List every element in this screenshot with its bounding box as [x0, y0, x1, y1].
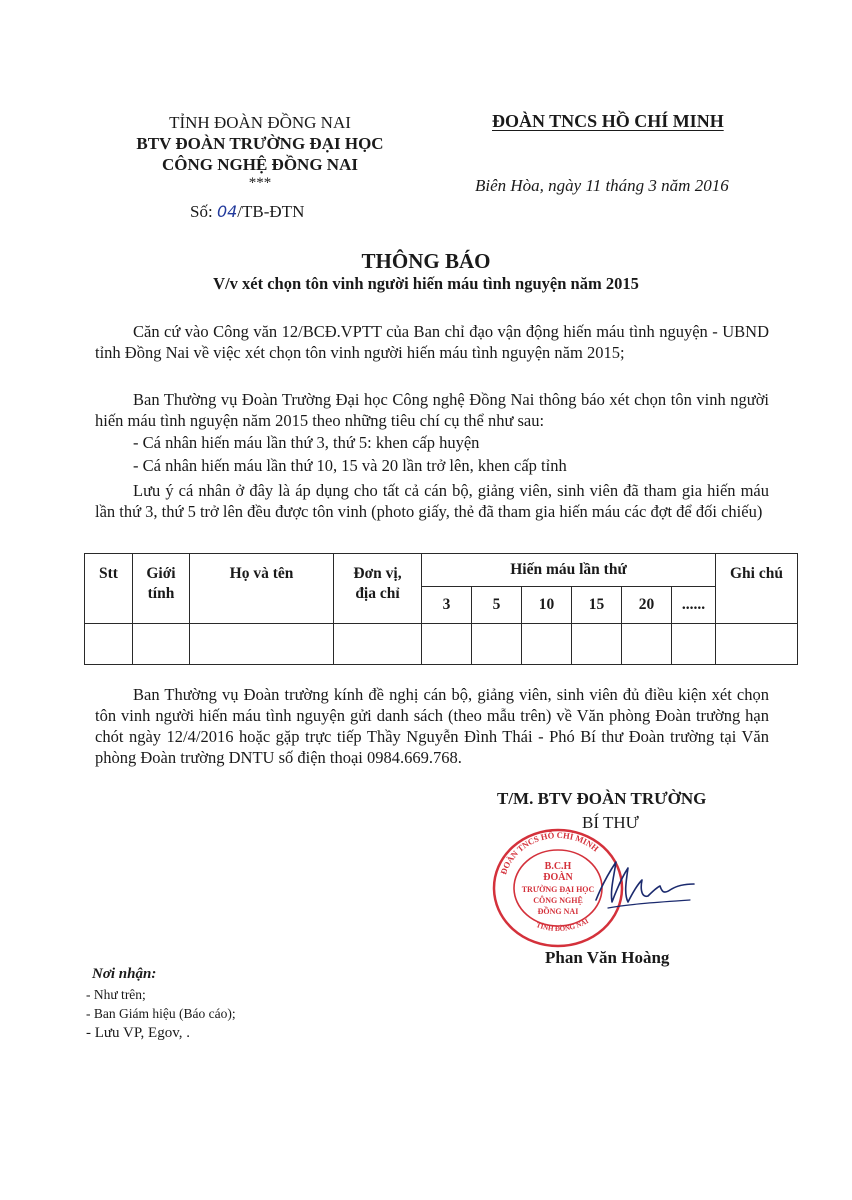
donation-col-15: 15: [572, 587, 622, 624]
recipients-label: Nơi nhận:: [92, 966, 157, 982]
empty-cell: [572, 624, 622, 665]
empty-cell: [472, 624, 522, 665]
signature-title: T/M. BTV ĐOÀN TRƯỜNG: [497, 789, 707, 808]
svg-text:ĐỒNG NAI: ĐỒNG NAI: [537, 907, 579, 916]
issuing-organization: [95, 112, 425, 191]
donation-col-3: 3: [422, 587, 472, 624]
svg-text:ĐOÀN TNCS HỒ CHÍ MINH: ĐOÀN TNCS HỒ CHÍ MINH: [498, 829, 601, 876]
empty-cell: [672, 624, 716, 665]
paragraph-basis: Căn cứ vào Công văn 12/BCĐ.VPTT của Ban chỉ đạo vận động hiến máu tình nguyện - UBND tỉnh Đồng Nai về việc xét chọn tôn vinh người hiến máu tình nguyện năm 2015;: [95, 322, 769, 362]
donation-col-more: ......: [672, 587, 716, 624]
header-donation-count: Hiến máu lần thứ: [422, 554, 716, 587]
donation-col-5: 5: [472, 587, 522, 624]
svg-text:CÔNG NGHỆ: CÔNG NGHỆ: [533, 896, 583, 905]
svg-text:TỈNH ĐỒNG NAI: TỈNH ĐỒNG NAI: [535, 917, 590, 934]
signer-name: Phan Văn Hoàng: [545, 948, 670, 967]
registration-form-table: [84, 553, 798, 665]
criterion-province: - Cá nhân hiến máu lần thứ 10, 15 và 20 lần trở lên, khen cấp tỉnh: [133, 456, 567, 475]
table-row: [85, 624, 798, 665]
header-note: Ghi chú: [716, 554, 798, 624]
donation-col-20: 20: [622, 587, 672, 624]
org-line-3: CÔNG NGHỆ ĐỒNG NAI: [162, 155, 358, 174]
recipient-item: - Như trên;: [86, 987, 146, 1002]
svg-text:ĐOÀN: ĐOÀN: [543, 872, 573, 883]
empty-cell: [334, 624, 422, 665]
document-number: [190, 202, 304, 222]
header-unit-address: Đơn vị, địa chỉ: [334, 554, 422, 624]
signature-role: BÍ THƯ: [582, 813, 639, 832]
org-line-1: TỈNH ĐOÀN ĐỒNG NAI: [169, 113, 351, 132]
empty-cell: [422, 624, 472, 665]
empty-cell: [190, 624, 334, 665]
union-name: ĐOÀN TNCS HỒ CHÍ MINH: [492, 111, 724, 131]
paragraph-note: Lưu ý cá nhân ở đây là áp dụng cho tất cả cán bộ, giảng viên, sinh viên đã tham gia hiến máu lần thứ 3, thứ 5 trở lên đều được tôn vinh (photo giấy, thẻ đã tham gia hiến máu các đợt để đối chiếu): [95, 481, 769, 521]
empty-cell: [716, 624, 798, 665]
document-subject: V/v xét chọn tôn vinh người hiến máu tình nguyện năm 2015: [213, 274, 639, 293]
svg-text:TRƯỜNG ĐẠI HỌC: TRƯỜNG ĐẠI HỌC: [521, 885, 595, 894]
header-gender: Giới tính: [133, 554, 190, 624]
criterion-district: - Cá nhân hiến máu lần thứ 3, thứ 5: khen cấp huyện: [133, 433, 480, 452]
empty-cell: [522, 624, 572, 665]
recipient-item: - Lưu VP, Egov, .: [86, 1025, 190, 1041]
doc-number-prefix: Số:: [190, 202, 217, 221]
svg-text:B.C.H: B.C.H: [544, 861, 572, 872]
header-full-name: Họ và tên: [190, 554, 334, 624]
place-and-date: Biên Hòa, ngày 11 tháng 3 năm 2016: [475, 176, 729, 195]
recipient-item: - Ban Giám hiệu (Báo cáo);: [86, 1006, 236, 1021]
header-stt: Stt: [85, 554, 133, 624]
paragraph-request: Ban Thường vụ Đoàn trường kính đề nghị cán bộ, giảng viên, sinh viên đủ điều kiện xét chọn tôn vinh người hiến máu tình nguyện gửi danh sách (theo mẫu trên) về Văn phòng Đoàn trường hạn chót ngày 12/4/2016 hoặc gặp trực tiếp Thầy Nguyễn Đình Thái - Phó Bí thư Đoàn trường tại Văn phòng Đoàn trường DNTU số điện thoại 0984.669.768.: [95, 685, 769, 767]
handwritten-signature: [590, 850, 700, 920]
empty-cell: [133, 624, 190, 665]
org-line-2: BTV ĐOÀN TRƯỜNG ĐẠI HỌC: [136, 134, 384, 153]
doc-number-handwritten: 04: [216, 202, 238, 221]
separator-stars: ***: [248, 175, 272, 191]
paragraph-announcement: Ban Thường vụ Đoàn Trường Đại học Công nghệ Đồng Nai thông báo xét chọn tôn vinh người hiến máu tình nguyện năm 2015 theo những tiêu chí cụ thể như sau:: [95, 390, 769, 430]
empty-cell: [622, 624, 672, 665]
document-title: THÔNG BÁO: [361, 249, 491, 273]
donation-col-10: 10: [522, 587, 572, 624]
doc-number-suffix: /TB-ĐTN: [237, 202, 305, 221]
empty-cell: [85, 624, 133, 665]
